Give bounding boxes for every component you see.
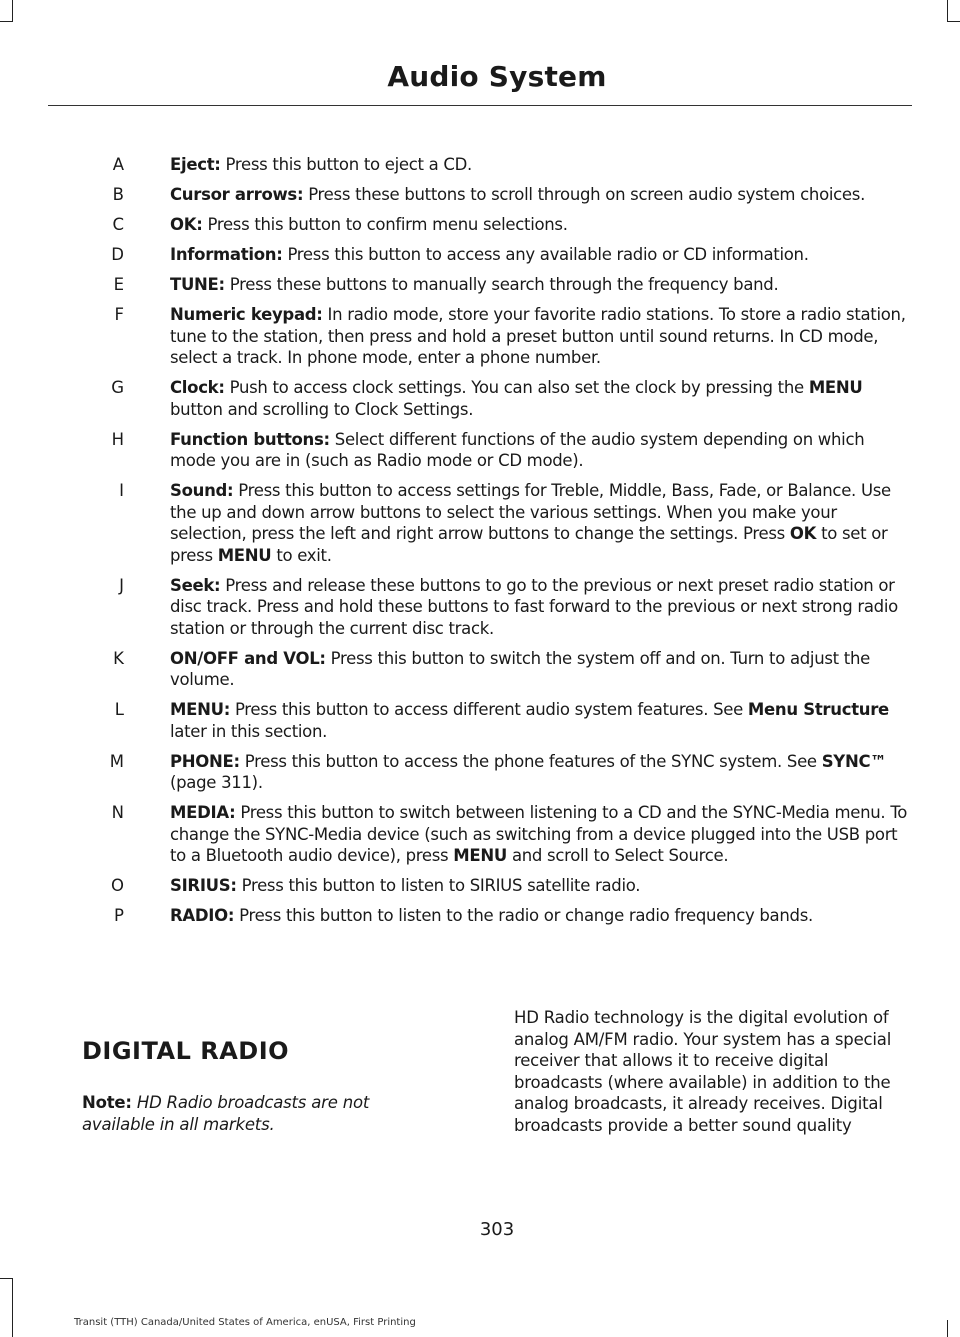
legend-term: MENU: bbox=[170, 700, 230, 719]
legend-item bbox=[48, 575, 908, 640]
legend-item bbox=[48, 648, 908, 691]
legend-text: and scroll to Select Source. bbox=[507, 846, 729, 865]
legend-letter: N bbox=[111, 803, 124, 822]
legend-term: Numeric keypad: bbox=[170, 305, 323, 324]
legend-term: MEDIA: bbox=[170, 803, 236, 822]
legend-term: Information: bbox=[170, 245, 283, 264]
legend-letter: P bbox=[114, 906, 124, 925]
crop-mark-bottom-left-v bbox=[12, 1278, 13, 1337]
legend-letter: B bbox=[112, 185, 124, 204]
legend-list bbox=[48, 154, 908, 935]
legend-item bbox=[48, 875, 908, 897]
legend-letter: F bbox=[114, 305, 124, 324]
legend-term: RADIO: bbox=[170, 906, 235, 925]
left-column bbox=[82, 1036, 442, 1136]
legend-text: later in this section. bbox=[170, 721, 328, 741]
legend-term: Cursor arrows: bbox=[170, 185, 304, 204]
legend-item bbox=[48, 274, 908, 296]
legend-description bbox=[170, 751, 908, 794]
legend-description bbox=[170, 575, 908, 640]
legend-text: Press and release these buttons to go to the previous or next preset radio station or disc track. Press and hold these buttons to fast forward to the previous or next strong radio station or through the current disc track. bbox=[170, 575, 898, 638]
legend-term: Function buttons: bbox=[170, 429, 330, 449]
legend-description bbox=[170, 429, 908, 472]
legend-term: TUNE: bbox=[170, 275, 225, 294]
legend-description bbox=[170, 154, 908, 176]
legend-item bbox=[48, 480, 908, 566]
legend-text: Press this button to listen to SIRIUS satellite radio. bbox=[236, 876, 641, 895]
section-title: DIGITAL RADIO bbox=[82, 1037, 290, 1065]
legend-item bbox=[48, 699, 908, 742]
legend-letter: E bbox=[113, 275, 124, 294]
legend-term: PHONE: bbox=[170, 751, 240, 771]
legend-description bbox=[170, 214, 908, 236]
legend-letter: O bbox=[111, 876, 124, 895]
legend-description bbox=[170, 274, 908, 296]
note-text: HD Radio broadcasts are not available in all markets. bbox=[82, 1093, 370, 1134]
legend-description bbox=[170, 480, 908, 566]
note bbox=[82, 1092, 442, 1136]
legend-description bbox=[170, 184, 908, 206]
legend-term: ON/OFF and VOL: bbox=[170, 648, 326, 668]
legend-term: MENU bbox=[453, 846, 507, 865]
legend-item bbox=[48, 429, 908, 472]
legend-text: Press this button to access the phone features of the SYNC system. See bbox=[239, 751, 822, 771]
legend-description bbox=[170, 244, 908, 266]
legend-term: Menu Structure bbox=[747, 700, 889, 719]
legend-item bbox=[48, 244, 908, 266]
legend-term: OK: bbox=[170, 215, 203, 234]
legend-text: In radio mode, store your favorite radio stations. To store a radio station, tune to the station, then press and hold a preset button until sound returns. In CD mode, select a track. In phone mode, enter a phone number. bbox=[170, 305, 906, 367]
legend-term: MENU bbox=[217, 545, 272, 565]
legend-text: Select different functions of the audio system depending on which mode you are in (such as Radio mode or CD mode). bbox=[170, 429, 865, 470]
legend-term: Seek: bbox=[170, 575, 221, 595]
crop-mark-top-left-h bbox=[0, 21, 13, 22]
legend-item bbox=[48, 905, 908, 927]
legend-item bbox=[48, 751, 908, 794]
legend-letter: H bbox=[111, 429, 124, 449]
legend-letter: D bbox=[111, 245, 124, 264]
legend-description bbox=[170, 905, 908, 927]
legend-text: (page 311). bbox=[170, 773, 263, 792]
legend-text: Press these buttons to scroll through on screen audio system choices. bbox=[303, 185, 866, 204]
right-column-body: HD Radio technology is the digital evolution of analog AM/FM radio. Your system has a special receiver that allows it to receive digital broadcasts (where available) in addition to the analog broadcasts, it already receives. Digital broadcasts provide a better sound quality bbox=[514, 1008, 892, 1135]
legend-description bbox=[170, 304, 908, 369]
legend-text: Press this button to switch the system off and on. Turn to adjust the volume. bbox=[170, 648, 870, 689]
legend-description bbox=[170, 875, 908, 897]
legend-letter: K bbox=[113, 648, 124, 668]
legend-text: Press these buttons to manually search through the frequency band. bbox=[224, 275, 779, 294]
legend-text: Press this button to eject a CD. bbox=[220, 155, 472, 174]
legend-item bbox=[48, 377, 908, 420]
legend-term: OK bbox=[789, 524, 817, 543]
legend-description bbox=[170, 377, 908, 420]
crop-mark-top-right-v bbox=[947, 0, 948, 22]
legend-text: Push to access clock settings. You can also set the clock by pressing the bbox=[224, 378, 809, 397]
legend-description bbox=[170, 648, 908, 691]
header-divider bbox=[48, 105, 912, 106]
legend-letter: G bbox=[111, 378, 124, 397]
legend-text: Press this button to access any available radio or CD information. bbox=[282, 245, 809, 264]
crop-mark-bottom-left-h bbox=[0, 1278, 13, 1279]
footer-text: Transit (TTH) Canada/United States of America, enUSA, First Printing bbox=[74, 1317, 416, 1328]
legend-text: Press this button to access settings for Treble, Middle, Bass, Fade, or Balance. Use the up and down arrow buttons to select the various settings. When you make your selection, press the left and right arrow buttons to change the settings. Press bbox=[170, 481, 891, 543]
legend-text: to exit. bbox=[271, 545, 332, 565]
crop-mark-top-left-v bbox=[12, 0, 13, 22]
legend-term: SIRIUS: bbox=[170, 876, 237, 895]
legend-text: Press this button to confirm menu selections. bbox=[202, 215, 568, 234]
legend-description bbox=[170, 802, 908, 867]
legend-item bbox=[48, 214, 908, 236]
crop-mark-top-right-h bbox=[947, 21, 960, 22]
legend-text: Press this button to switch between listening to a CD and the SYNC-Media menu. To change the SYNC-Media device (such as switching from a device plugged into the USB port to a Bluetooth audio device), press bbox=[170, 803, 908, 865]
legend-letter: L bbox=[114, 700, 124, 719]
legend-item bbox=[48, 154, 908, 176]
legend-letter: M bbox=[109, 751, 124, 771]
legend-letter: J bbox=[119, 575, 124, 595]
legend-text: button and scrolling to Clock Settings. bbox=[170, 399, 474, 419]
legend-term: SYNC™ bbox=[821, 751, 887, 771]
page-title: Audio System bbox=[387, 60, 607, 93]
legend-letter: A bbox=[112, 155, 124, 174]
legend-text: Press this button to listen to the radio or change radio frequency bands. bbox=[234, 906, 813, 925]
crop-mark-bottom-right-v bbox=[947, 1320, 948, 1337]
page-number: 303 bbox=[479, 1219, 515, 1240]
legend-item bbox=[48, 802, 908, 867]
legend-description bbox=[170, 699, 908, 742]
legend-term: Clock: bbox=[170, 378, 225, 397]
legend-term: Sound: bbox=[170, 481, 234, 500]
legend-text: Press this button to access different audio system features. See bbox=[230, 700, 748, 719]
legend-term: Eject: bbox=[170, 155, 221, 174]
note-label: Note: bbox=[82, 1093, 132, 1112]
legend-letter: I bbox=[119, 481, 124, 500]
legend-text: to set or press bbox=[170, 524, 888, 565]
legend-term: MENU bbox=[808, 378, 863, 397]
legend-item bbox=[48, 304, 908, 369]
legend-letter: C bbox=[112, 215, 124, 234]
legend-item bbox=[48, 184, 908, 206]
